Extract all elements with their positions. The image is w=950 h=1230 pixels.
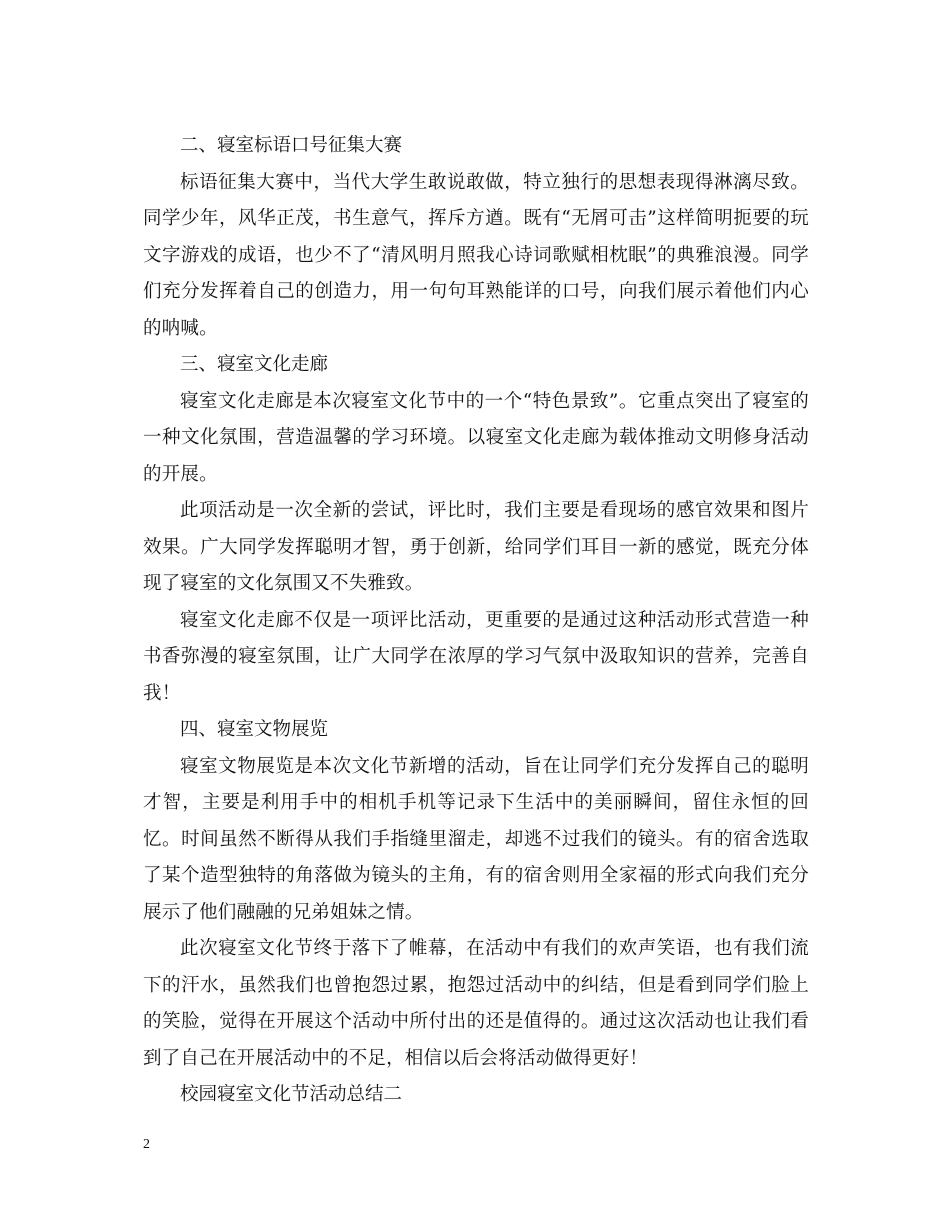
page-number: 2 xyxy=(143,1137,150,1152)
paragraph-corridor-evaluation: 此项活动是一次全新的尝试，评比时，我们主要是看现场的感官效果和图片效果。广大同学发挥聪明才智，勇于创新，给同学们耳目一新的感觉，既充分体现了寝室的文化氛围又不失雅致。 xyxy=(143,500,809,594)
paragraph-dorm-exhibition: 寝室文物展览是本次文化节新增的活动，旨在让同学们充分发挥自己的聪明才智，主要是利用手中的相机手机等记录下生活中的美丽瞬间，留住永恒的回忆。时间虽然不断得从我们手指缝里溜走，却逃不过我们的镜头。有的宿舍选取了某个造型独特的角落做为镜头的主角，有的宿舍则用全家福的形式向我们充分展示了他们融融的兄弟姐妹之情。 xyxy=(143,755,809,923)
paragraph-slogan-contest: 标语征集大赛中，当代大学生敢说敢做，特立独行的思想表现得淋漓尽致。同学少年，风华正茂，书生意气，挥斥方遒。既有“无屑可击”这样简明扼要的玩文字游戏的成语，也少不了“清风明月照我心诗词歌赋相枕眠”的典雅浪漫。同学们充分发挥着自己的创造力，用一句句耳熟能详的口号，向我们展示着他们内心的呐喊。 xyxy=(143,171,809,339)
paragraph-corridor-purpose: 寝室文化走廊不仅是一项评比活动，更重要的是通过这种活动形式营造一种书香弥漫的寝室氛围，让广大同学在浓厚的学习气氛中汲取知识的营养，完善自我！ xyxy=(143,609,809,704)
paragraph-closing: 此次寝室文化节终于落下了帷幕，在活动中有我们的欢声笑语，也有我们流下的汗水，虽然我们也曾抱怨过累，抱怨过活动中的纠结，但是看到同学们脸上的笑脸，觉得在开展这个活动中所付出的还是值得的。通过这次活动也让我们看到了自己在开展活动中的不足，相信以后会将活动做得更好！ xyxy=(143,938,809,1069)
section-heading-dorm-exhibition: 四、寝室文物展览 xyxy=(180,719,329,740)
section-heading-slogan-contest: 二、寝室标语口号征集大赛 xyxy=(180,135,403,156)
section-heading-culture-corridor: 三、寝室文化走廊 xyxy=(180,354,329,375)
document-body xyxy=(143,128,809,1114)
paragraph-corridor-intro: 寝室文化走廊是本次寝室文化节中的一个“特色景致”。它重点突出了寝室的一种文化氛围，营造温馨的学习环境。以寝室文化走廊为载体推动文明修身活动的开展。 xyxy=(143,390,809,485)
section-heading-summary-two: 校园寝室文化节活动总结二 xyxy=(180,1084,403,1105)
